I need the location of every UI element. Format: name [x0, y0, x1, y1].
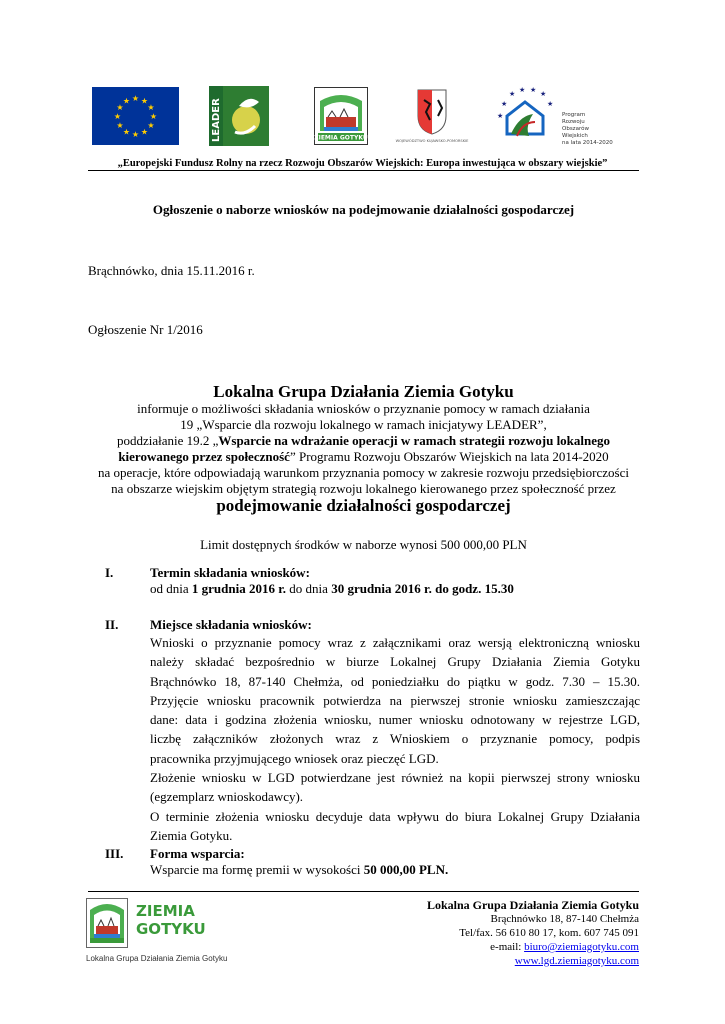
funding-slogan: „Europejski Fundusz Rolny na rzecz Rozwoju Obszarów Wiejskich: Europa inwestująca w obszary wiejskie” — [117, 158, 608, 169]
section-2-line: Złożenie wniosku w LGD potwierdzane jest również na kopii pierwszej strony wniosku — [150, 770, 640, 786]
section-2-line: Ziemia Gotyku. — [150, 827, 233, 843]
section-2-line: dane: data i godzina złożenia wniosku, numer wniosku odnotowany w rejestrze LGD, — [150, 712, 640, 728]
footer-divider — [88, 891, 639, 892]
svg-text:Wiejskich: Wiejskich — [562, 133, 588, 139]
footer-phone: Tel/fax. 56 610 80 17, kom. 607 745 091 — [459, 927, 639, 939]
svg-text:★: ★ — [116, 121, 124, 130]
intro-line-4: kierowanego przez społeczność” Programu Rozwoju Obszarów Wiejskich na lata 2014-2020 — [118, 449, 609, 464]
intro-line-5: na operacje, które odpowiadają warunkom przyznania pomocy w zakresie rozwoju przedsiębiorczości — [98, 465, 629, 480]
footer-email-row: e-mail: biuro@ziemiagotyku.com — [490, 941, 639, 953]
leader-logo — [209, 86, 269, 146]
section-3 — [150, 846, 640, 878]
svg-text:★: ★ — [519, 86, 526, 94]
footer-logo — [86, 898, 226, 968]
section-2-line: (egzemplarz wnioskodawcy). — [150, 789, 304, 805]
footer-email-link[interactable]: biuro@ziemiagotyku.com — [524, 941, 639, 953]
svg-text:Program: Program — [562, 112, 586, 118]
footer-www-row — [380, 954, 639, 968]
svg-text:★: ★ — [113, 112, 122, 121]
section-2-line: pracownika przyjmującego wniosek oraz pieczęć LGD. — [150, 750, 439, 766]
org-title: Lokalna Grupa Działania Ziemia Gotyku — [213, 382, 514, 401]
notice-number: Ogłoszenie Nr 1/2016 — [88, 322, 203, 337]
svg-text:★: ★ — [140, 127, 149, 137]
svg-text:ZIEMIA GOTYKU: ZIEMIA GOTYKU — [314, 134, 368, 142]
svg-text:LEADER: LEADER — [211, 98, 222, 142]
place-and-date: Brąchnówko, dnia 15.11.2016 r. — [88, 263, 255, 278]
svg-text:★: ★ — [122, 96, 131, 106]
svg-text:★: ★ — [147, 121, 155, 130]
prow-2014-2020-logo — [489, 86, 613, 148]
section-2-line: liczbę załączników złożonych wraz z Wnioskiem o przyznanie pomocy, podpis — [150, 731, 640, 747]
ziemia-gotyku-header-logo — [314, 87, 368, 145]
svg-text:★: ★ — [530, 86, 537, 94]
svg-text:★: ★ — [116, 103, 124, 112]
footer-logo-caption: Lokalna Grupa Działania Ziemia Gotyku — [86, 954, 228, 963]
svg-text:Obszarów: Obszarów — [562, 126, 589, 132]
section-2-line: O terminie złożenia wniosku decyduje data wpływu do biura Lokalnej Grupy Działania — [150, 808, 640, 824]
footer-contact — [380, 898, 639, 968]
scope-title: podejmowanie działalności gospodarczej — [216, 496, 511, 515]
eu-flag-logo — [92, 87, 179, 145]
footer-logo-line-2: GOTYKU — [136, 920, 206, 938]
svg-text:★: ★ — [149, 112, 158, 121]
section-3-text: Wsparcie ma formę premii w wysokości 50 000,00 PLN. — [150, 862, 449, 877]
svg-text:★: ★ — [509, 90, 516, 98]
section-2-line: Brąchnówko 18, 87-140 Chełmża, od poniedziałku do piątku w godz. 7.30 – 15.30. — [150, 673, 640, 689]
intro-line-6: na obszarze wiejskim objętym strategią rozwoju lokalnego kierowanego przez społeczność przez — [111, 481, 616, 496]
footer-www-link[interactable]: www.lgd.ziemiagotyku.com — [514, 955, 639, 967]
svg-text:★: ★ — [540, 90, 547, 98]
svg-text:★: ★ — [122, 127, 131, 137]
section-1-number: I. — [105, 565, 114, 580]
section-3-title: Forma wsparcia: — [150, 846, 245, 861]
svg-text:WOJEWÓDZTWO KUJAWSKO-POMORSKIE: WOJEWÓDZTWO KUJAWSKO-POMORSKIE — [395, 139, 469, 143]
document-subject: Ogłoszenie o naborze wniosków na podejmowanie działalności gospodarczej — [152, 202, 575, 217]
ziemia-gotyku-emblem-icon — [86, 898, 128, 948]
svg-text:★: ★ — [547, 100, 554, 108]
section-2-title: Miejsce składania wniosków: — [150, 617, 312, 632]
intro-line-3: poddziałanie 19.2 „Wsparcie na wdrażanie operacji w ramach strategii rozwoju lokalnego — [116, 433, 611, 448]
svg-text:★: ★ — [131, 130, 140, 139]
section-2-line: Przyjęcie wniosku pracownik potwierdza na pierwszej stronie wniosku zamieszczając — [150, 692, 640, 708]
section-2-number: II. — [105, 617, 119, 632]
svg-text:★: ★ — [140, 96, 149, 106]
intro-line-1: informuje o możliwości składania wniosków o przyznanie pomocy w ramach działania — [137, 401, 590, 416]
funds-limit: Limit dostępnych środków w naborze wynosi 500 000,00 PLN — [200, 537, 527, 552]
section-1-text: od dnia 1 grudnia 2016 r. do dnia 30 grudnia 2016 r. do godz. 15.30 — [150, 581, 514, 596]
section-1 — [150, 565, 640, 597]
intro-line-2: 19 „Wsparcie dla rozwoju lokalnego w ramach inicjatywy LEADER”, — [180, 417, 547, 432]
section-2-line: Wnioski o przyznanie pomocy wraz z załącznikami oraz wersją elektroniczną wniosku — [150, 635, 640, 650]
footer-org-name: Lokalna Grupa Działania Ziemia Gotyku — [426, 898, 639, 912]
footer-address: Brąchnówko 18, 87-140 Chełmża — [490, 913, 639, 925]
footer-logo-line-1: ZIEMIA — [136, 902, 195, 920]
svg-text:★: ★ — [497, 112, 504, 120]
svg-text:★: ★ — [147, 103, 155, 112]
intro-text — [80, 401, 647, 497]
section-2-line: należy składać bezpośrednio w biurze Lokalnej Grupy Działania Ziemia Gotyku — [150, 654, 640, 670]
section-3-number: III. — [105, 846, 124, 861]
svg-text:Rozwoju: Rozwoju — [562, 119, 585, 125]
svg-text:★: ★ — [501, 100, 508, 108]
section-1-title: Termin składania wniosków: — [150, 565, 310, 580]
svg-text:★: ★ — [131, 94, 140, 103]
voivodeship-crest-logo — [395, 86, 469, 148]
section-2 — [150, 617, 640, 845]
header-divider — [88, 170, 639, 171]
svg-text:na lata 2014-2020: na lata 2014-2020 — [562, 140, 613, 146]
